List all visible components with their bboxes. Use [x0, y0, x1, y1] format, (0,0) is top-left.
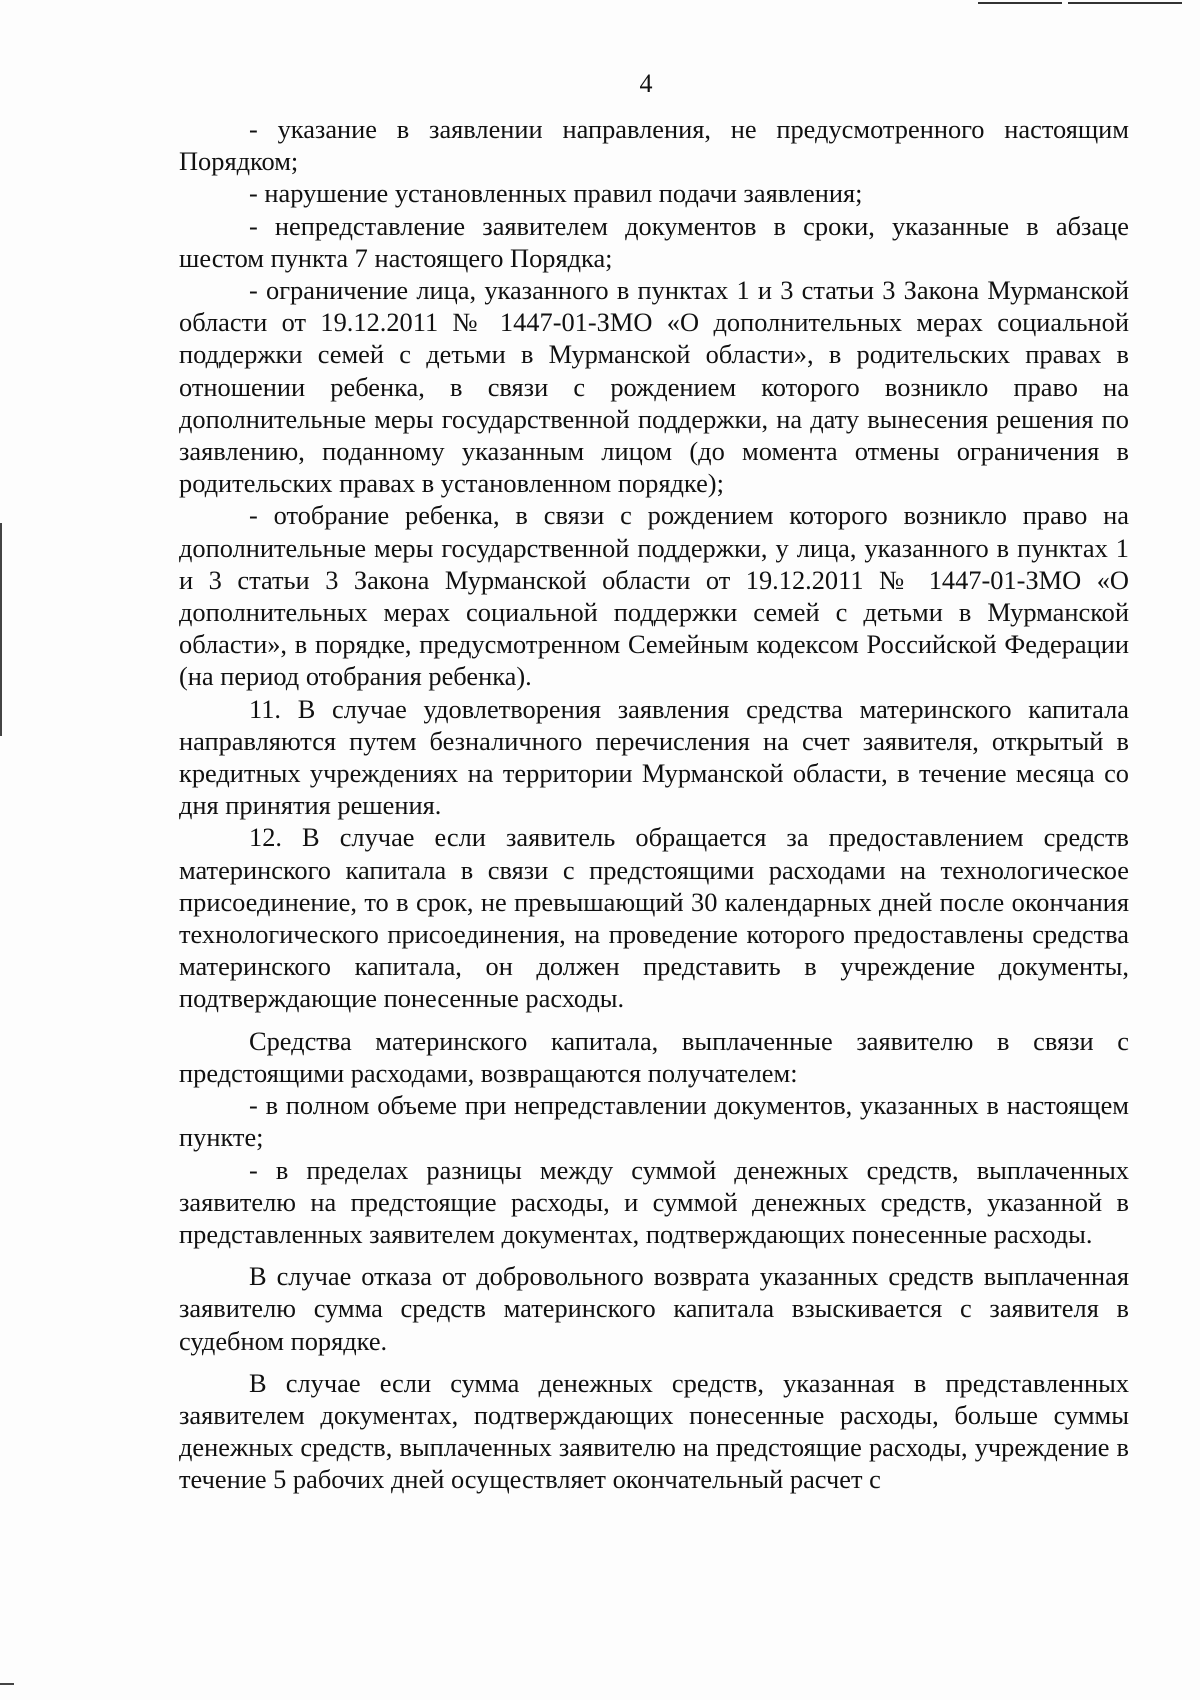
paragraph-child-removal: - отобрание ребенка, в связи с рождением которого возникло право на дополнительные меры государственной поддержки, у лица, указанного в пунктах 1 и 3 статьи 3 Закона Мурманской области от 19.12.2011 № 1447-01-ЗМО «О дополнительных мерах социальной поддержки семей с детьми в Мурманской области», в порядке, предусмотренном Семейным кодексом Российской Федерации (на период отобрания ребенка). — [179, 500, 1129, 692]
paragraph-clause-11: 11. В случае удовлетворения заявления средства материнского капитала направляются путем безналичного перечисления на счет заявителя, открытый в кредитных учреждениях на территории Мурманской области, в течение месяца со дня принятия решения. — [179, 693, 1129, 821]
page-number: 4 — [639, 69, 653, 98]
top-rule-left — [978, 2, 1062, 4]
paragraph-parental-rights-restriction: - ограничение лица, указанного в пунктах 1 и 3 статьи 3 Закона Мурманской области от 19.12.2011 № 1447-01-ЗМО «О дополнительных мерах социальной поддержки семей с детьми в Мурманской области», в родительских правах в отношении ребенка, в связи с рождением которого возникло право на дополнительные меры государственной поддержки, на дату вынесения решения по заявлению, поданному указанным лицом (до момента отмены ограничения в родительских правах в установленном порядке); — [179, 275, 1129, 499]
paragraph-court-recovery: В случае отказа от добровольного возврата указанных средств выплаченная заявителю сумма средств материнского капитала взыскивается с заявителя в судебном порядке. — [179, 1261, 1129, 1356]
paragraph-final-settlement: В случае если сумма денежных средств, указанная в представленных заявителем документах, подтверждающих понесенные расходы, больше суммы денежных средств, выплаченных заявителю на предстоящие расходы, учреждение в течение 5 рабочих дней осуществляет окончательный расчет с — [179, 1367, 1129, 1495]
paragraph-partial-return: - в пределах разницы между суммой денежных средств, выплаченных заявителю на предстоящие расходы, и суммой денежных средств, указанной в представленных заявителем документах, подтверждающих понесенные расходы. — [179, 1154, 1129, 1249]
paragraph-clause-12: 12. В случае если заявитель обращается за предоставлением средств материнского капитала в связи с предстоящими расходами на технологическое присоединение, то в срок, не превышающий 30 календарных дней после окончания технологического присоединения, на проведение которого предоставлены средства материнского капитала, он должен представить в учреждение документы, подтверждающие понесенные расходы. — [179, 822, 1129, 1014]
paragraph-direction-not-provided: - указание в заявлении направления, не предусмотренного настоящим Порядком; — [179, 114, 1129, 177]
paragraph-documents-not-submitted: - непредставление заявителем документов в сроки, указанные в абзаце шестом пункта 7 настоящего Порядка; — [179, 210, 1129, 273]
paragraph-rules-violation: - нарушение установленных правил подачи заявления; — [249, 178, 863, 209]
scan-margin-line — [0, 523, 2, 736]
paragraph-full-return: - в полном объеме при непредставлении документов, указанных в настоящем пункте; — [179, 1090, 1129, 1153]
top-rule-right — [1068, 2, 1182, 4]
document-body — [179, 113, 1129, 1496]
scan-bottom-mark — [0, 1683, 14, 1685]
paragraph-funds-returned: Средства материнского капитала, выплаченные заявителю в связи с предстоящими расходами, возвращаются получателем: — [179, 1025, 1129, 1088]
